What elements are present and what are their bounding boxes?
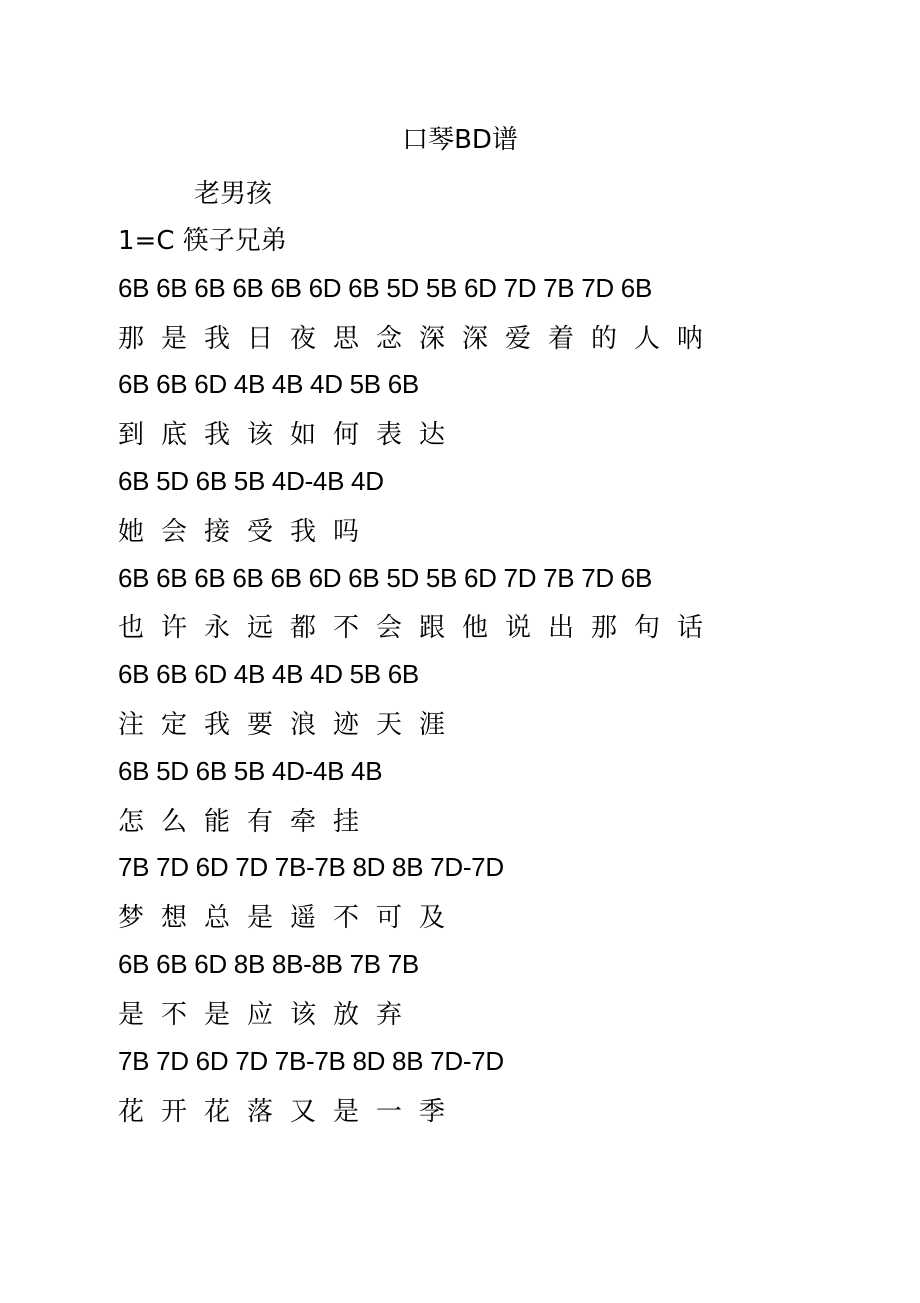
notes-line: 6B 6B 6B 6B 6B 6D 6B 5D 5B 6D 7D 7B 7D 6B — [118, 273, 653, 303]
notes-line: 6B 6B 6D 4B 4B 4D 5B 6B — [118, 659, 419, 689]
lyric-line: 注定我要浪迹天涯 — [118, 710, 463, 740]
song-title: 老男孩 — [194, 179, 273, 209]
lyric-line: 是不是应该放弃 — [118, 1000, 420, 1030]
notes-line: 6B 6B 6B 6B 6B 6D 6B 5D 5B 6D 7D 7B 7D 6B — [118, 563, 653, 593]
lyric-line: 到底我该如何表达 — [118, 420, 463, 450]
notes-line: 6B 6B 6D 8B 8B-8B 7B 7B — [118, 949, 419, 979]
lyric-line: 梦想总是遥不可及 — [118, 903, 463, 933]
lyric-line: 怎么能有牵挂 — [118, 807, 377, 837]
lyric-line: 也许永远都不会跟他说出那句话 — [118, 613, 721, 643]
notes-line: 6B 5D 6B 5B 4D-4B 4B — [118, 756, 383, 786]
key-and-artist: 1=C 筷子兄弟 — [118, 226, 287, 256]
lyric-line: 那是我日夜思念深深爱着的人呐 — [118, 324, 721, 354]
notes-line: 6B 5D 6B 5B 4D-4B 4D — [118, 466, 384, 496]
notes-line: 7B 7D 6D 7D 7B-7B 8D 8B 7D-7D — [118, 852, 504, 882]
lyric-line: 花开花落又是一季 — [118, 1097, 463, 1127]
lyric-line: 她会接受我吗 — [118, 517, 377, 547]
notes-line: 7B 7D 6D 7D 7B-7B 8D 8B 7D-7D — [118, 1046, 504, 1076]
document-title: 口琴BD谱 — [402, 125, 518, 155]
notes-line: 6B 6B 6D 4B 4B 4D 5B 6B — [118, 369, 419, 399]
